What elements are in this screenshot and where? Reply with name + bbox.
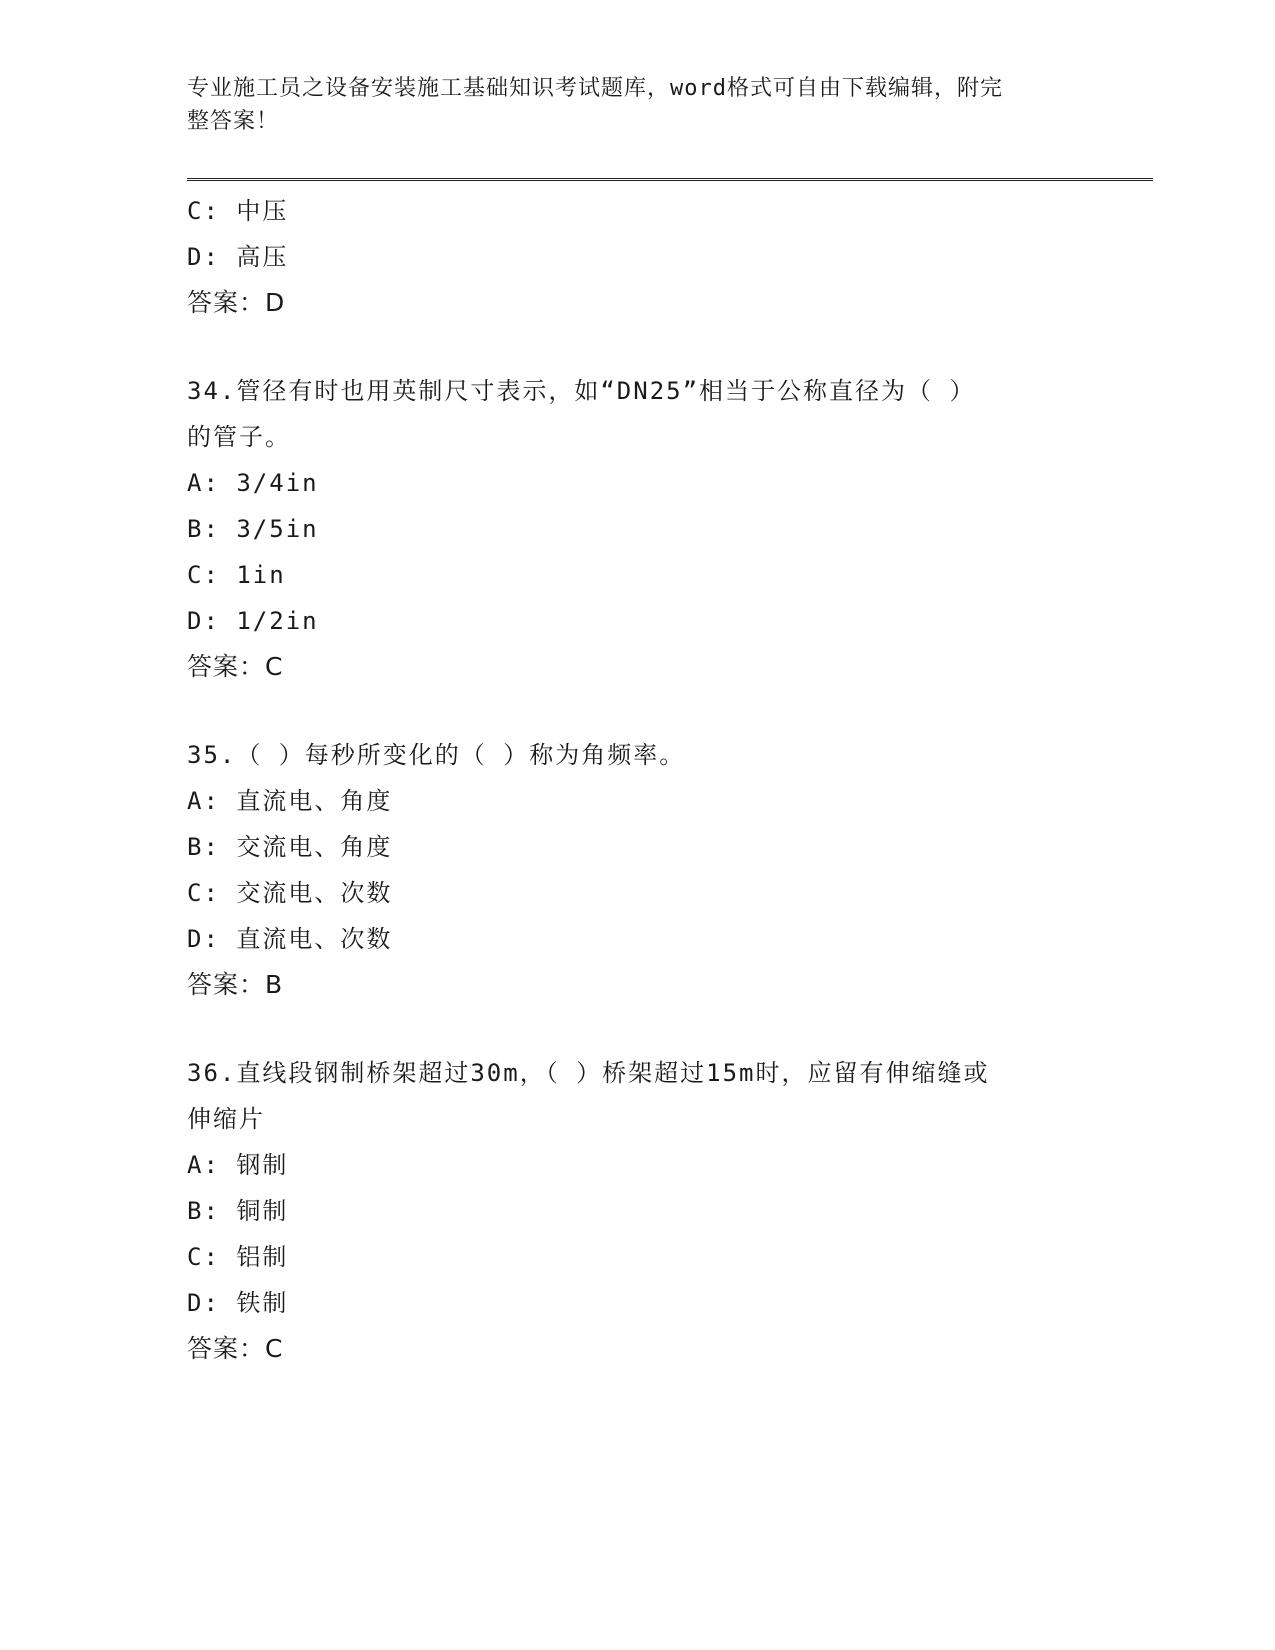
question-text-line-1: 36.直线段钢制桥架超过30m，（ ）桥架超过15m时，应留有伸缩缝或 (187, 1059, 990, 1087)
answer-line: 答案：C (187, 1334, 284, 1363)
option-b: B: 3/5in (187, 515, 319, 543)
question-text-line-2: 伸缩片 (187, 1105, 265, 1133)
option-a: A: 3/4in (187, 469, 319, 497)
option-d: D: 高压 (187, 243, 289, 271)
question-text-line-1: 34.管径有时也用英制尺寸表示，如“DN25”相当于公称直径为（ ） (187, 377, 976, 405)
question-text-line-1: 35.（ ）每秒所变化的（ ）称为角频率。 (187, 741, 686, 769)
header-line-1: 专业施工员之设备安装施工基础知识考试题库，word格式可自由下载编辑，附完 (187, 76, 1003, 101)
option-d: D: 直流电、次数 (187, 925, 393, 953)
question-text-line-2: 的管子。 (187, 423, 291, 451)
option-d: D: 1/2in (187, 607, 319, 635)
option-c: C: 铝制 (187, 1243, 289, 1271)
option-a: A: 直流电、角度 (187, 787, 393, 815)
question-35 (187, 732, 1107, 1008)
option-c: C: 1in (187, 561, 286, 589)
question-list (187, 188, 1107, 1372)
question-34 (187, 368, 1107, 690)
question-36 (187, 1050, 1107, 1372)
option-d: D: 铁制 (187, 1289, 289, 1317)
option-c: C: 交流电、次数 (187, 879, 393, 907)
answer-line: 答案：D (187, 288, 286, 317)
header-divider (187, 178, 1153, 181)
option-c: C: 中压 (187, 197, 289, 225)
option-a: A: 钢制 (187, 1151, 289, 1179)
option-b: B: 交流电、角度 (187, 833, 393, 861)
answer-line: 答案：C (187, 652, 284, 681)
header-line-2: 整答案！ (187, 109, 280, 134)
prev-question-tail (187, 188, 1107, 326)
answer-line: 答案：B (187, 970, 284, 999)
document-header (187, 72, 1087, 138)
option-b: B: 铜制 (187, 1197, 289, 1225)
